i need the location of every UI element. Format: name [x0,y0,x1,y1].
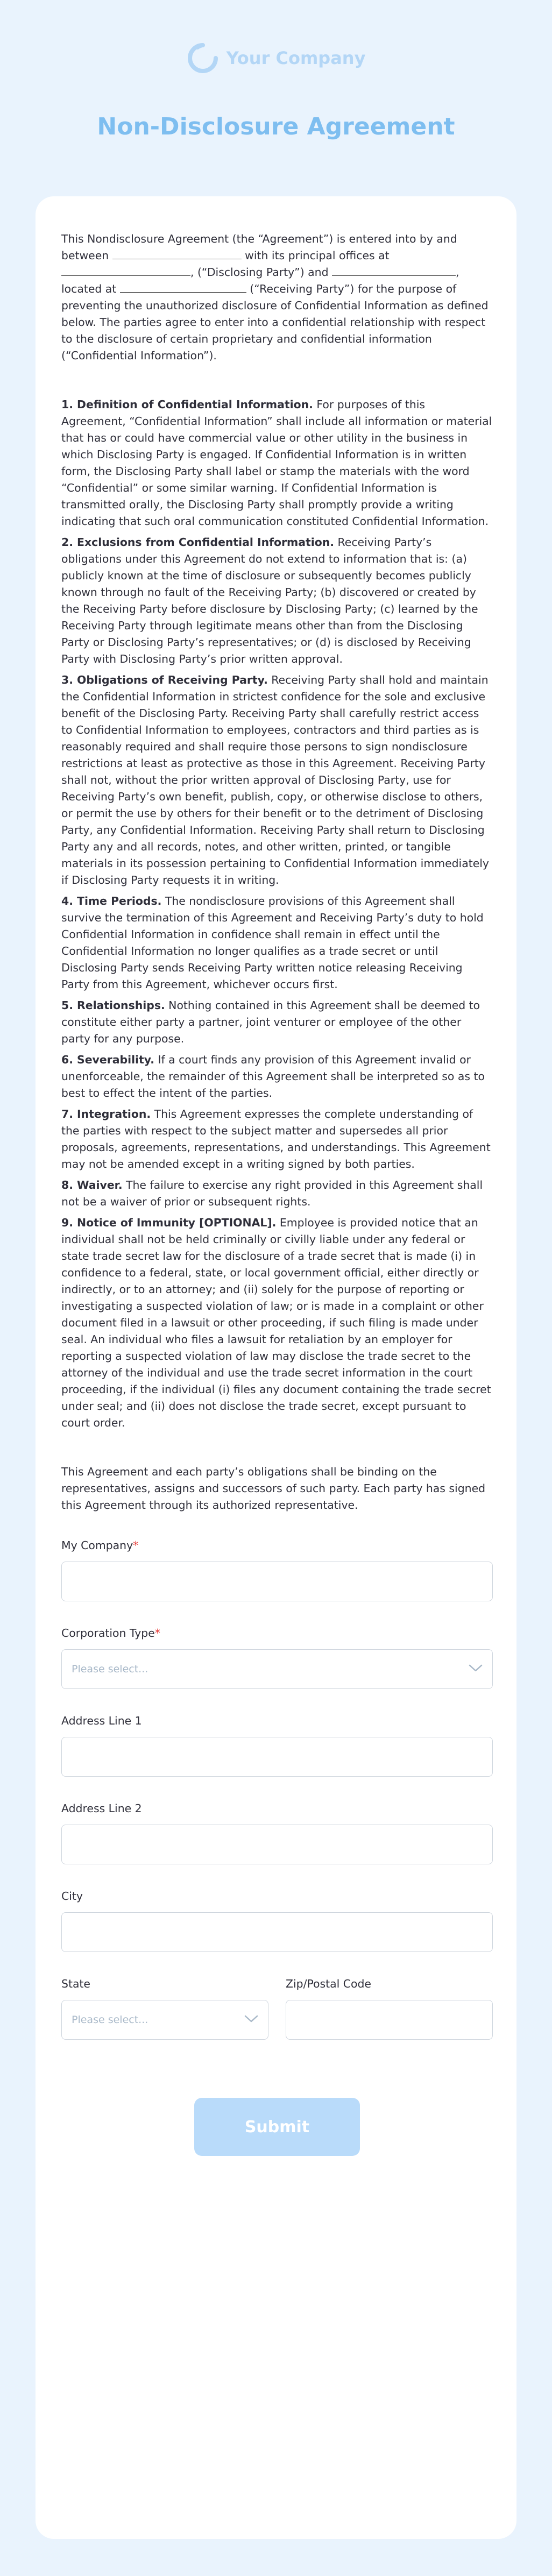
intro-paragraph [61,231,493,364]
state-select[interactable] [61,2000,268,2040]
city-input[interactable] [61,1912,493,1952]
state-field [61,1976,268,2063]
corporation-type-select[interactable] [61,1649,493,1689]
my-company-label: My Company* [61,1539,139,1552]
intro-text: This Nondisclosure Agreement (the “Agreement”) is entered into by and between [61,232,457,262]
brand-name: Your Company [226,48,366,68]
clause [61,1177,493,1210]
clause-heading: 4. Time Periods. [61,895,162,907]
chevron-down-icon [243,2013,259,2024]
required-mark: * [133,1539,139,1552]
company-form [61,1537,493,2156]
zip-field [286,1976,493,2063]
agreement-content [61,231,493,2156]
required-mark: * [154,1627,160,1640]
clause-text: The nondisclosure provisions of this Agreement shall survive the termination of this Agreement and Receiving Party’s duty to hold Confidential Information in confidence shall remain in effect until the Confidential Information no longer qualifies as a trade secret or until Disclosing Party sends Receiving Party written notice releasing Receiving Party from this Agreement, whichever occurs first. [61,895,484,991]
receiving-party-blank [332,264,456,276]
clause-text: The failure to exercise any right provided in this Agreement shall not be a waiver of prior or subsequent rights. [61,1179,483,1208]
zip-input[interactable] [286,2000,493,2040]
corporation-type-label: Corporation Type* [61,1627,160,1640]
address-line-2-input[interactable] [61,1825,493,1864]
clause-text: For purposes of this Agreement, “Confidential Information” shall include all information or material that has or could have commercial value or other utility in the business in which Disclosing Party is engaged. If Confidential Information is in written form, the Disclosing Party shall label or stamp the materials with the word “Confidential” or some similar warning. If Confidential Information is transmitted orally, the Disclosing Party shall promptly provide a writing indicating that such oral communication constituted Confidential Information. [61,398,492,528]
select-placeholder: Please select... [72,1663,148,1675]
clause [61,1106,493,1173]
clause-heading: 6. Severability. [61,1053,154,1066]
chevron-down-icon [468,1663,484,1673]
intro-text: with its principal offices at [245,249,390,262]
clause-heading: 3. Obligations of Receiving Party. [61,673,268,686]
state-zip-row [61,1976,493,2063]
clause-text: If a court finds any provision of this Agreement invalid or unenforceable, the remainder of this Agreement shall be interpreted so as to best to effect the intent of the parties. [61,1053,485,1099]
page-header [0,0,552,194]
address-line-2-label: Address Line 2 [61,1802,142,1815]
party-name-blank [112,247,242,259]
clause-heading: 9. Notice of Immunity [OPTIONAL]. [61,1216,277,1229]
clause [61,893,493,993]
clause-heading: 7. Integration. [61,1108,151,1120]
disclosing-address-blank [61,264,190,276]
clause [61,1215,493,1431]
clause-text: Nothing contained in this Agreement shall be deemed to constitute either party a partner, joint venturer or employee of the other party for any purpose. [61,999,480,1045]
clause [61,396,493,530]
closing-paragraph: This Agreement and each party’s obligations shall be binding on the representatives, assigns and successors of such party. Each party has signed this Agreement through its authorized representative. [61,1465,486,1511]
clause-text: This Agreement expresses the complete understanding of the parties with respect to the subject matter and supersedes all prior proposals, agreements, representations, and understandings. This Agreement may not be amended except in a writing signed by both parties. [61,1108,491,1170]
intro-text: (“Receiving Party”) for the purpose of preventing the unauthorized disclosure of Confidential Information as defined below. The parties agree to enter into a confidential relationship with respect to the disclosure of certain proprietary and confidential information (“Confidential Information”). [61,282,489,362]
clause-heading: 2. Exclusions from Confidential Information. [61,536,335,549]
clause-heading: 5. Relationships. [61,999,165,1012]
ring-logo-icon [187,42,219,74]
page-title: Non-Disclosure Agreement [97,113,455,140]
select-placeholder: Please select... [72,2013,148,2026]
brand-logo [0,42,552,74]
receiving-address-blank [120,281,246,293]
clause [61,534,493,668]
submit-button[interactable]: Submit [194,2098,360,2156]
city-label: City [61,1890,83,1903]
clause-text: Employee is provided notice that an individual shall not be held criminally or civilly liable under any federal or state trade secret law for the disclosure of a trade secret that is made (i) in confidence to a federal, state, or local government official, either directly or indirectly, or to an attorney; and (ii) solely for the purpose of reporting or investigating a suspected violation of law; or is made in a complaint or other document filed in a lawsuit or other proceeding, if such filing is made under seal. An individual who files a lawsuit for retaliation by an employer for reporting a suspected violation of law may disclose the trade secret to the attorney of the individual and use the trade secret information in the court proceeding, if the individual (i) files any document containing the trade secret under seal; and (ii) does not disclose the trade secret, except pursuant to court order. [61,1216,491,1429]
address-line-1-label: Address Line 1 [61,1714,142,1727]
my-company-input[interactable] [61,1562,493,1601]
clause-heading: 1. Definition of Confidential Information. [61,398,313,411]
zip-label: Zip/Postal Code [286,1977,371,1990]
clauses-list [61,396,493,1431]
intro-text: , [456,266,459,279]
address-line-1-input[interactable] [61,1737,493,1777]
clause [61,672,493,889]
clause-heading: 8. Waiver. [61,1179,123,1191]
clause [61,997,493,1047]
clause-text: Receiving Party shall hold and maintain the Confidential Information in strictest confidence for the sole and exclusive benefit of the Disclosing Party. Receiving Party shall carefully restrict access to Confidential Information to employees, contractors and third parties as is reasonably required and shall require those persons to sign nondisclosure restrictions at least as protective as those in this Agreement. Receiving Party shall not, without the prior written approval of Disclosing Party, use for Receiving Party’s own benefit, publish, copy, or otherwise disclose to others, or permit the use by others for their benefit or to the detriment of Disclosing Party, any Confidential Information. Receiving Party shall return to Disclosing Party any and all records, notes, and other written, printed, or tangible materials in its possession pertaining to Confidential Information immediately if Disclosing Party requests it in writing. [61,673,489,886]
clause [61,1052,493,1102]
intro-text: , (“Disclosing Party”) and [190,266,329,279]
agreement-card [36,196,516,2539]
state-label: State [61,1977,90,1990]
intro-text: located at [61,282,117,295]
clause-text: Receiving Party’s obligations under this Agreement do not extend to information that is: (a) publicly known at the time of disclosure or subsequently becomes publicly known through no fault of the Receiving Party; (b) discovered or created by the Receiving Party before disclosure by Disclosing Party; (c) learned by the Receiving Party through legitimate means other than from the Disclosing Party or Disclosing Party’s representatives; or (d) is disclosed by Receiving Party with Disclosing Party’s prior written approval. [61,536,478,665]
